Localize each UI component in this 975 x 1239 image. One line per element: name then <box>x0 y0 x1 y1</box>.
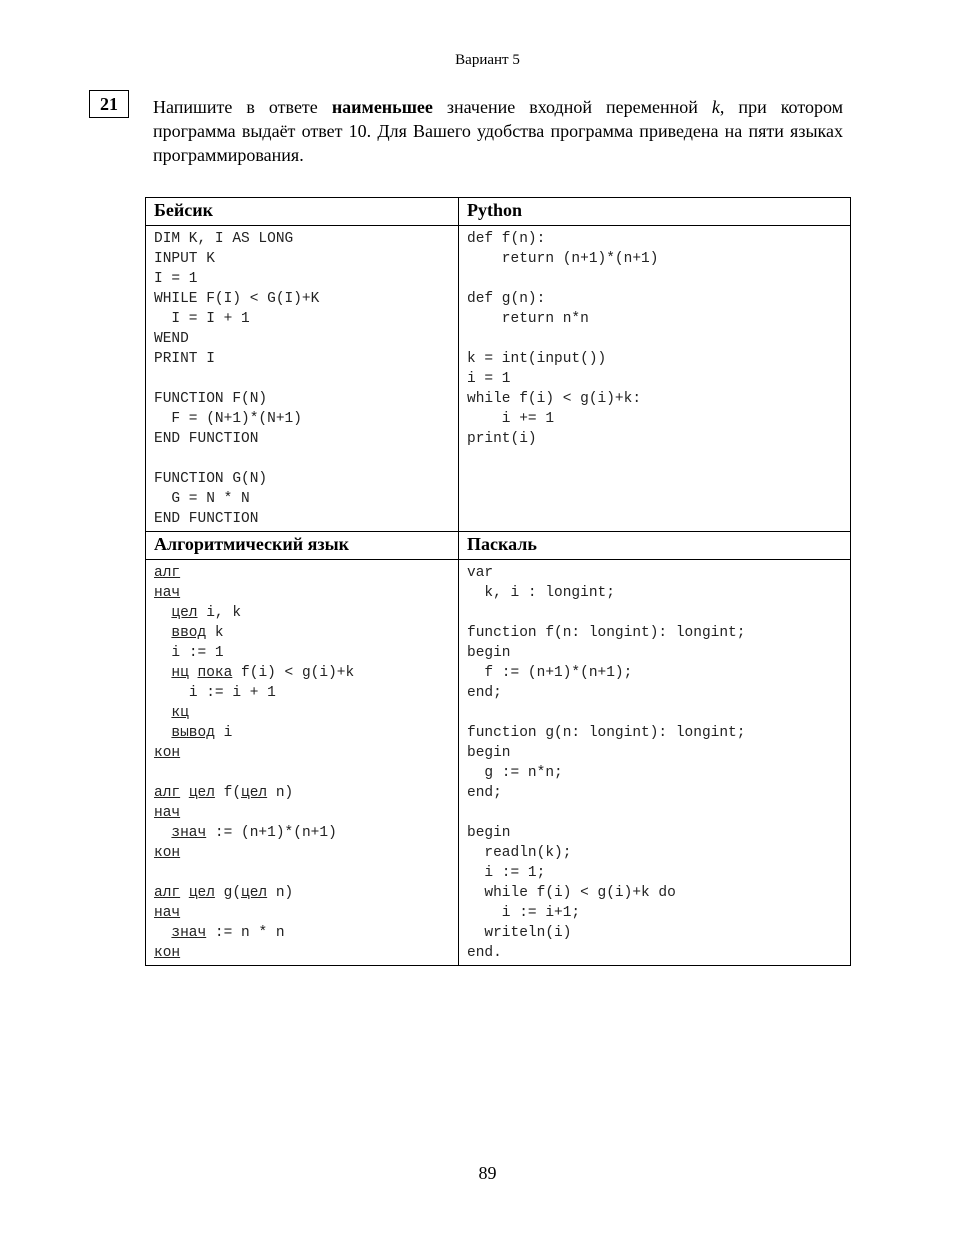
keyword: знач <box>171 825 207 841</box>
code-line: END FUNCTION <box>154 431 259 447</box>
code-line: I = 1 <box>154 271 198 287</box>
code-table <box>145 197 851 966</box>
question-variable: k <box>711 97 720 117</box>
code-line: def f(n): <box>467 231 546 247</box>
code-line: end; <box>467 685 502 701</box>
code-line <box>467 603 842 623</box>
code-line: i = 1 <box>467 371 511 387</box>
code-line <box>154 843 450 863</box>
code-line: i := 1; <box>467 865 546 881</box>
keyword: кон <box>154 745 181 761</box>
basic-cell <box>146 226 459 532</box>
keyword: цел <box>241 785 268 801</box>
pascal-header: Паскаль <box>459 532 851 560</box>
pascal-code <box>459 560 850 965</box>
code-line <box>467 703 842 723</box>
keyword: цел <box>241 885 268 901</box>
code-line <box>154 449 450 469</box>
algo-header: Алгоритмический язык <box>146 532 459 560</box>
keyword: нач <box>154 805 181 821</box>
code-line: return n*n <box>467 311 589 327</box>
code-line: i := i + 1 <box>188 685 276 701</box>
code-line <box>467 803 842 823</box>
code-line: I = I + 1 <box>154 311 250 327</box>
code-line <box>154 703 450 723</box>
keyword: кон <box>154 845 181 861</box>
keyword: алг <box>154 885 181 901</box>
keyword: нач <box>154 585 181 601</box>
page-header: Вариант 5 <box>455 52 520 68</box>
question-text-end: , при котором программа выдаёт ответ 10. Для Вашего удобства программа приведена на пяти языках программирования. <box>153 97 843 165</box>
code-line <box>467 269 842 289</box>
code-line: цел i, k <box>171 605 242 621</box>
keyword: кц <box>171 705 189 721</box>
code-line: def g(n): <box>467 291 546 307</box>
code-line: function g(n: longint): longint; <box>467 725 746 741</box>
code-line: G = N * N <box>154 491 250 507</box>
code-line: while f(i) < g(i)+k do <box>467 885 676 901</box>
code-line: i += 1 <box>467 411 555 427</box>
keyword: вывод <box>171 725 215 741</box>
algo-cell <box>146 560 459 966</box>
code-line: алг цел g(цел n) <box>154 885 294 901</box>
code-line: readln(k); <box>467 845 572 861</box>
basic-header: Бейсик <box>146 198 459 226</box>
code-line: end; <box>467 785 502 801</box>
code-line: FUNCTION G(N) <box>154 471 268 487</box>
code-line <box>154 563 450 583</box>
keyword: алг <box>154 565 181 581</box>
code-table-body-row-2 <box>146 560 851 966</box>
code-line: i := i+1; <box>467 905 581 921</box>
code-line <box>154 743 450 763</box>
code-line: алг цел f(цел n) <box>154 785 294 801</box>
code-line: k, i : longint; <box>467 585 615 601</box>
code-line: знач := n * n <box>171 925 285 941</box>
keyword: цел <box>171 605 198 621</box>
code-table-body-row-1 <box>146 226 851 532</box>
code-line: PRINT I <box>154 351 215 367</box>
code-line: print(i) <box>467 431 537 447</box>
question-emphasis: наименьшее <box>331 97 433 117</box>
code-line: END FUNCTION <box>154 511 259 527</box>
code-line: g := n*n; <box>467 765 563 781</box>
pascal-cell <box>459 560 851 966</box>
keyword: ввод <box>171 625 207 641</box>
task-number-box: 21 <box>89 90 129 118</box>
code-line: INPUT K <box>154 251 215 267</box>
code-line <box>154 369 450 389</box>
code-line: end. <box>467 945 502 961</box>
code-line <box>154 943 450 963</box>
code-line: function f(n: longint): longint; <box>467 625 746 641</box>
question-text-start: Напишите в ответе <box>153 97 332 117</box>
code-line: нц пока f(i) < g(i)+k <box>171 665 355 681</box>
code-line: writeln(i) <box>467 925 572 941</box>
algo-code <box>146 560 458 965</box>
code-line: f := (n+1)*(n+1); <box>467 665 633 681</box>
code-line <box>154 863 450 883</box>
basic-code <box>146 226 458 531</box>
code-line: return (n+1)*(n+1) <box>467 251 659 267</box>
code-line: FUNCTION F(N) <box>154 391 268 407</box>
page-number: 89 <box>478 1163 497 1183</box>
question-text-mid: значение входной переменной <box>432 97 712 117</box>
python-cell <box>459 226 851 532</box>
code-line: i := 1 <box>171 645 224 661</box>
code-line: F = (N+1)*(N+1) <box>154 411 302 427</box>
code-line: begin <box>467 745 511 761</box>
python-code <box>459 226 850 451</box>
code-line: ввод k <box>171 625 224 641</box>
python-header: Python <box>459 198 851 226</box>
code-line: WHILE F(I) < G(I)+K <box>154 291 320 307</box>
code-table-header-row-1 <box>146 198 851 226</box>
code-line: знач := (n+1)*(n+1) <box>171 825 337 841</box>
keyword: цел <box>188 785 215 801</box>
code-line: begin <box>467 825 511 841</box>
keyword: кон <box>154 945 181 961</box>
keyword: алг <box>154 785 181 801</box>
keyword: пока <box>197 665 233 681</box>
code-table-header-row-2 <box>146 532 851 560</box>
code-line: var <box>467 565 494 581</box>
code-line: begin <box>467 645 511 661</box>
code-line: k = int(input()) <box>467 351 607 367</box>
keyword: знач <box>171 925 207 941</box>
keyword: нц <box>171 665 189 681</box>
code-line: while f(i) < g(i)+k: <box>467 391 642 407</box>
code-line <box>154 583 450 603</box>
keyword: цел <box>188 885 215 901</box>
code-line <box>467 329 842 349</box>
code-line: WEND <box>154 331 189 347</box>
code-line <box>154 763 450 783</box>
code-line: DIM K, I AS LONG <box>154 231 294 247</box>
task-question <box>153 95 843 167</box>
keyword: нач <box>154 905 181 921</box>
code-line <box>154 803 450 823</box>
code-line: вывод i <box>171 725 233 741</box>
code-line <box>154 903 450 923</box>
